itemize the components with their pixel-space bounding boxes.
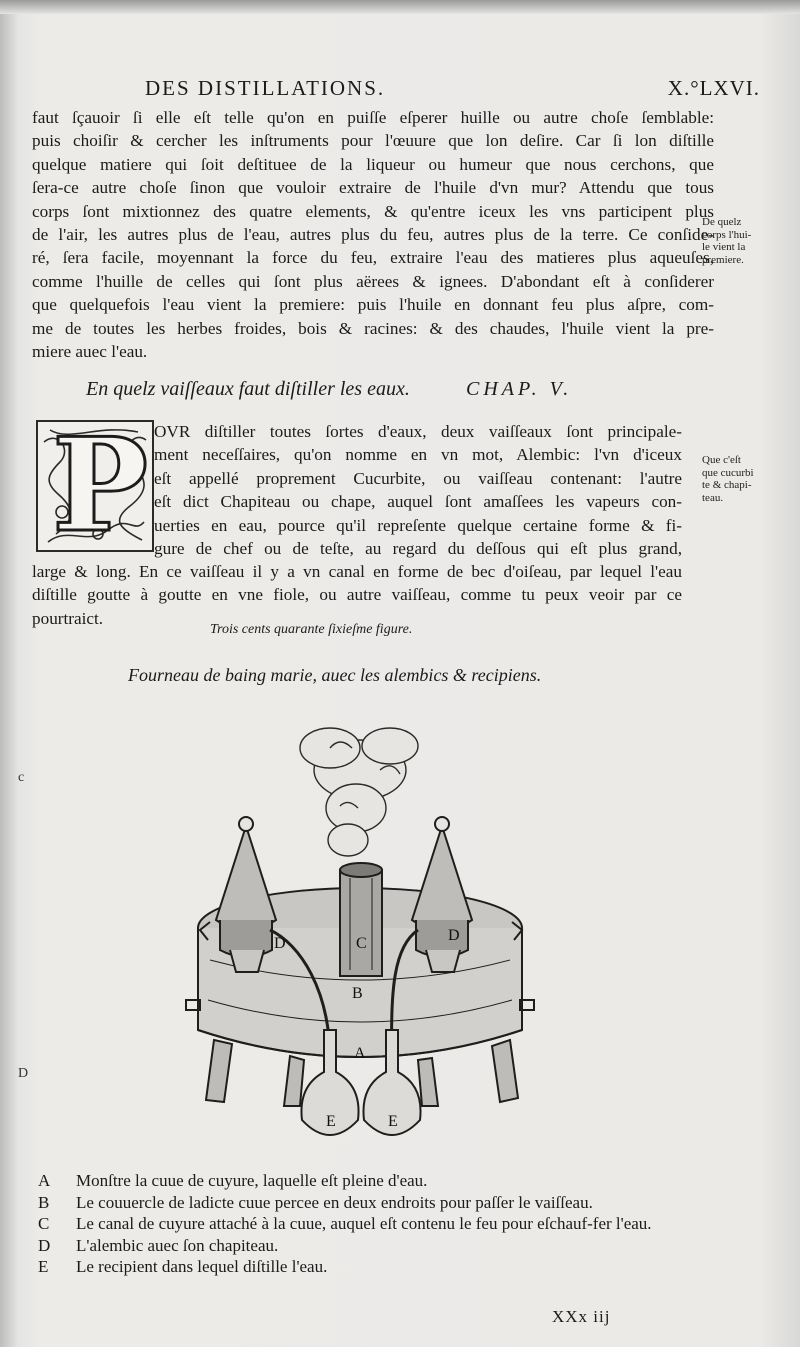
text-line: ré, ſera facile, moyennant la force du feu, extraire l'eau des matieres plus aqueuſes, (32, 248, 714, 268)
chapter-heading (86, 378, 726, 401)
text-line: ment neceſſaires, qu'on nomme en vn mot, Alembic: l'vn d'iceux (154, 445, 682, 465)
paragraph-2-indented (154, 420, 682, 537)
legend-key: E (38, 1257, 49, 1276)
margin-note-2 (702, 454, 782, 504)
text-line: quelque matiere qui ſoit deſtituee de la liqueur ou humeur que nous cerchons, que (32, 154, 714, 174)
legend-text: Le couuercle de ladicte cuue percee en deux endroits pour paſſer le vaiſſeau. (76, 1192, 593, 1212)
text-line: pourtraict. (32, 608, 104, 628)
fire-canal-icon (340, 863, 382, 976)
margin-note-line: te & chapi- (702, 479, 752, 491)
signature-mark: XXx iij (552, 1307, 611, 1326)
legend-key: D (38, 1235, 51, 1255)
text-line: miere auec l'eau. (32, 342, 148, 362)
figure-label-c: C (356, 935, 367, 952)
text-line: puis choiſir & cercher les inſtruments pour l'œuure que lon deſire. Car ſi lon diſtille (32, 131, 714, 151)
text-line: que quelquefois l'eau vient la premiere: puis l'huile en donnant feu plus aſpre, com- (32, 295, 714, 315)
legend-row (36, 1192, 716, 1214)
legend-text: Le canal de cuyure attaché à la cuue, auquel eſt contenu le feu pour eſchauf-fer l'eau. (76, 1214, 652, 1233)
margin-note-line: que cucurbi (702, 466, 754, 479)
margin-mark-c: c (18, 770, 25, 785)
text-line: comme l'huille de celles qui ſont plus aërees & ignees. D'abondant eſt à conſiderer (32, 271, 714, 291)
text-line: me de toutes les herbes froides, bois & racines: & des chaudes, l'huile vient la pre- (32, 318, 714, 338)
figure-label-e-right: E (388, 1113, 398, 1130)
figure-label-e-left: E (326, 1113, 336, 1130)
margin-note-1 (702, 216, 782, 266)
smoke-icon (300, 728, 418, 856)
ornamental-initial (36, 411, 154, 561)
legend-text: Le recipient dans lequel diſtille l'eau. (76, 1257, 328, 1276)
figure-caption: Trois cents quarante ſixieſme figure. (210, 622, 413, 637)
legend-key: B (38, 1192, 50, 1212)
figure-label-a: A (354, 1045, 366, 1062)
margin-note-line: De quelz (702, 216, 742, 228)
figure-label-b: B (352, 985, 363, 1002)
paragraph-2-full (32, 560, 682, 630)
figure-label-d-right: D (448, 927, 460, 944)
furnace-illustration (180, 700, 560, 1160)
paragraph-1 (32, 106, 714, 363)
text-line: eſt dict Chapiteau ou chape, auquel ſont amaſſees les vapeurs con- (154, 492, 682, 512)
running-title: DES DISTILLATIONS. (145, 76, 386, 100)
legend-row (36, 1170, 716, 1192)
text-line: corps ſont mixtionnez des quatre elements, & qu'entre iceux les vns participent plus (32, 201, 714, 221)
chapter-title: En quelz vaiſſeaux faut diſtiller les eaux. (86, 378, 410, 400)
margin-note-line: corps l'hui- (702, 228, 752, 241)
text-line: diſtille goutte à goutte en vne fiole, ou autre vaiſſeau, comme tu peux veoir par ce (32, 585, 682, 605)
text-line: OVR diſtiller toutes ſortes d'eaux, deux vaiſſeaux ſont principale- (154, 422, 682, 441)
text-line: faut ſçauoir ſi elle eſt telle qu'on en puiſſe eſperer huille ou autre choſe ſemblable: (32, 108, 714, 127)
figure-legend (36, 1170, 716, 1278)
figure-title: Fourneau de baing marie, auec les alembics & recipiens. (128, 665, 542, 685)
legend-row (36, 1213, 716, 1235)
legend-text: Monſtre la cuue de cuyure, laquelle eſt pleine d'eau. (76, 1171, 428, 1190)
drop-cap-letter: P (52, 411, 149, 561)
text-line: gure de chef ou de teſte, au regard du deſſous qui eſt plus grand, (154, 539, 682, 558)
legend-key: C (38, 1214, 50, 1233)
legend-key: A (38, 1171, 51, 1190)
text-line: eſt appellé proprement Cucurbite, ou vaiſſeau contenant: l'autre (154, 468, 682, 488)
text-line: de l'air, les autres plus de l'eau, autres plus du feu, autres plus de la terre. Ce conſide- (32, 225, 714, 245)
legend-text: L'alembic auec ſon chapiteau. (76, 1235, 279, 1255)
running-header (145, 76, 760, 106)
legend-row (36, 1256, 716, 1278)
page-top-shadow (0, 0, 800, 14)
chapter-number: CHAP. V. (466, 378, 573, 400)
text-line: uerties en eau, pource qu'il repreſente quelque certaine forme & fi- (154, 515, 682, 535)
margin-note-line: Que c'eſt (702, 454, 741, 466)
margin-mark-d: D (18, 1066, 29, 1081)
margin-note-line: premiere. (702, 253, 744, 266)
text-line: large & long. En ce vaiſſeau il y a vn canal en forme de bec d'oiſeau, par lequel l'eau (32, 562, 682, 581)
folio-number: X.°LXVI. (667, 76, 760, 100)
margin-note-line: teau. (702, 491, 724, 504)
paragraph-2-line6 (32, 537, 682, 560)
figure-label-d-left: D (274, 935, 286, 952)
legend-row (36, 1235, 716, 1257)
margin-note-line: le vient la (702, 241, 746, 253)
text-line: ſera-ce autre choſe ſinon que vouloir extraire de l'huile d'vn mur? Attendu que tous (32, 178, 714, 198)
